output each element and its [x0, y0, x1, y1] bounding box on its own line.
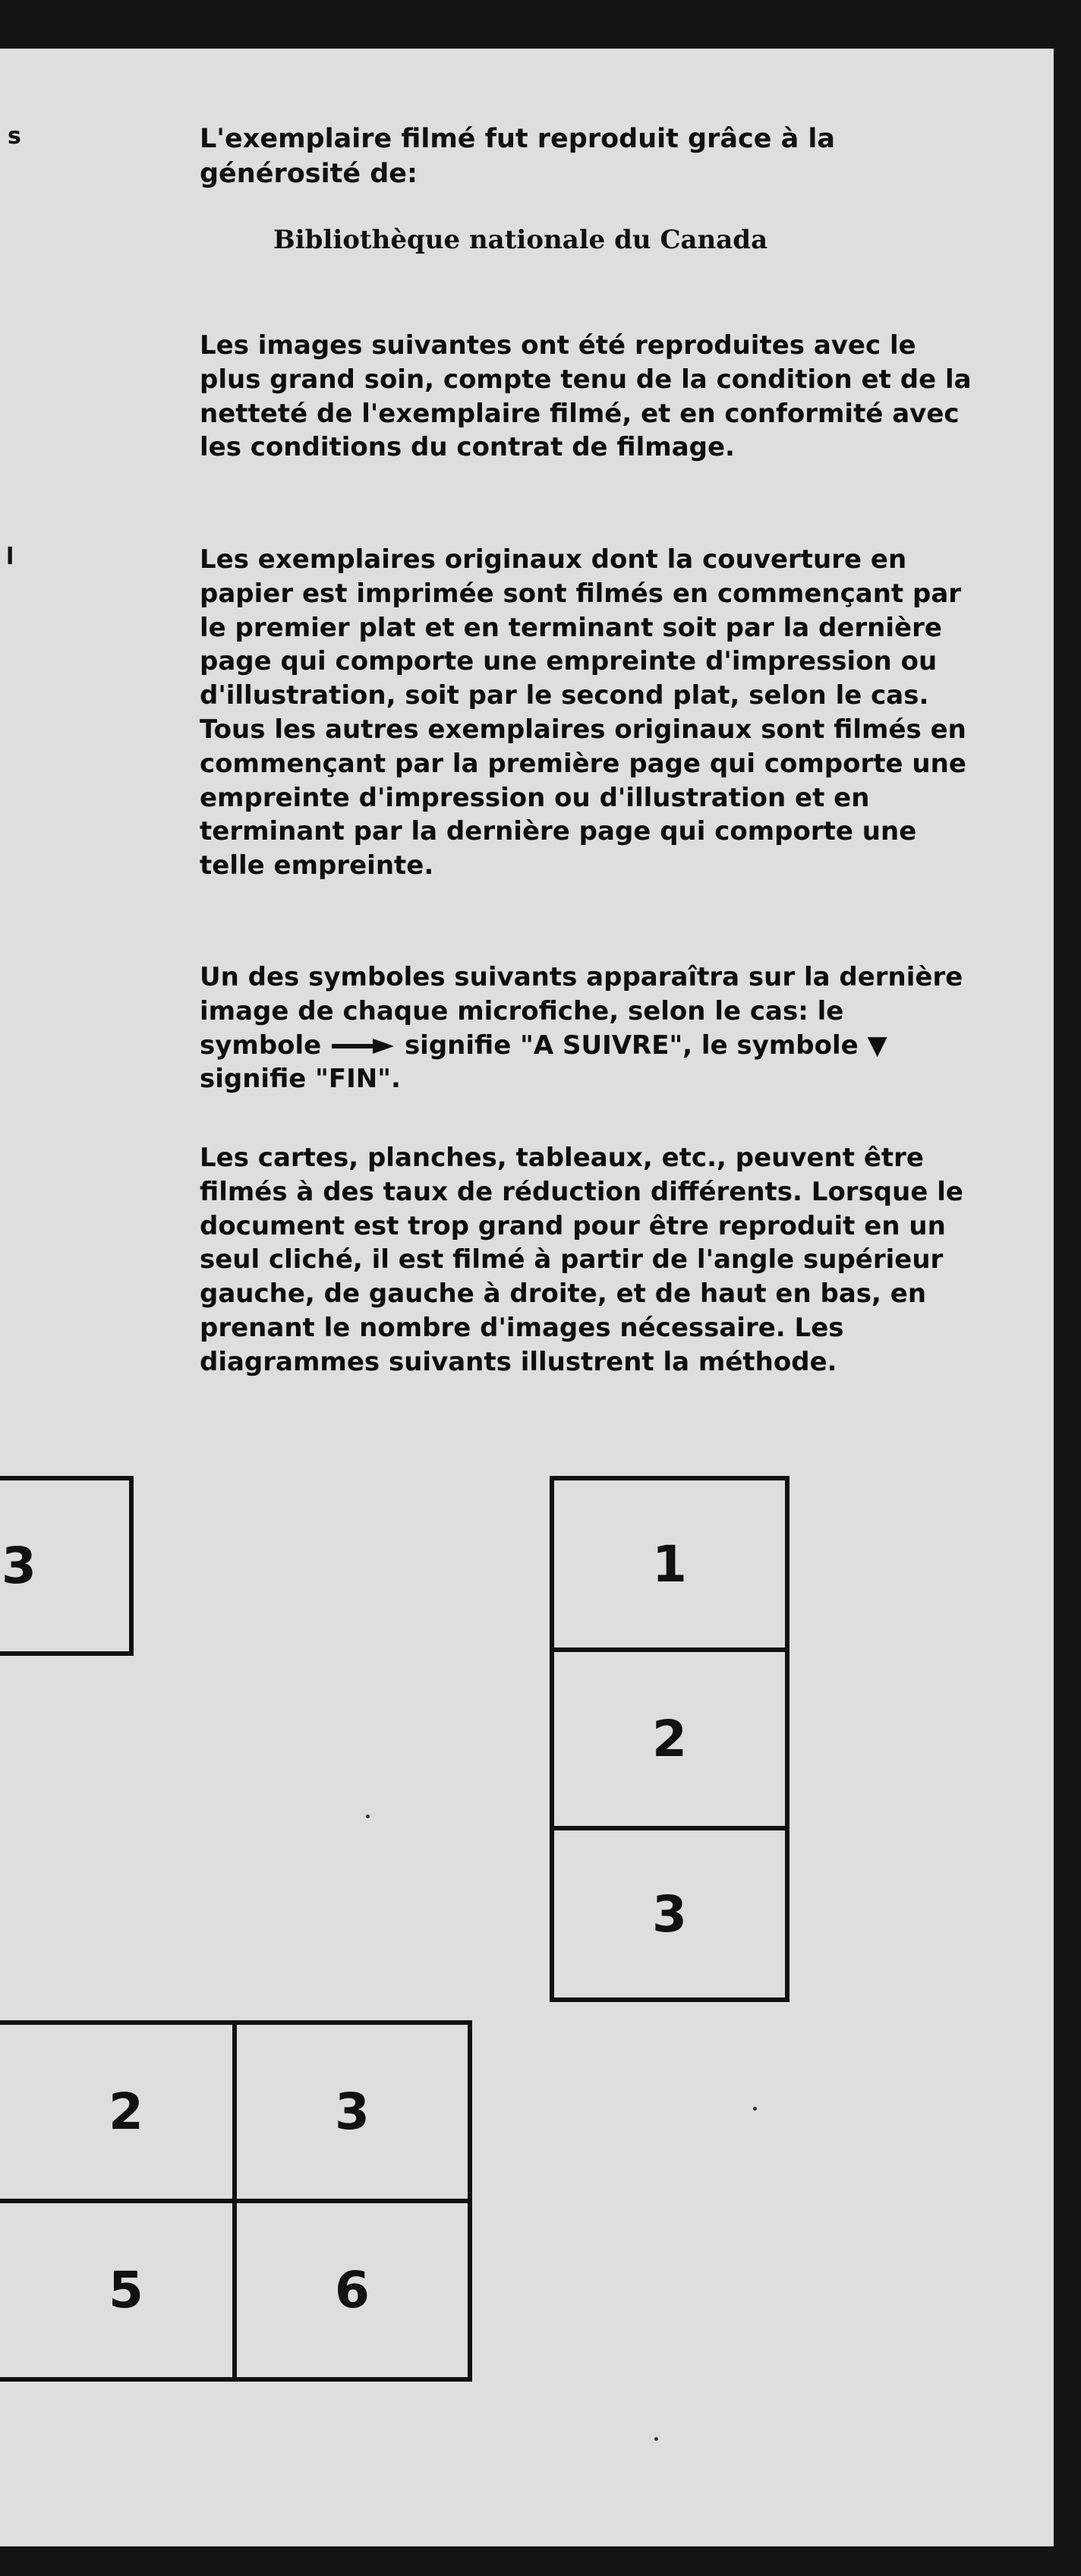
- intro-line-2: générosité de:: [200, 159, 418, 189]
- diagram-cell: 6: [335, 2261, 370, 2319]
- library-name: Bibliothèque nationale du Canada: [273, 225, 768, 255]
- paragraph-symbols: [200, 960, 974, 1096]
- edge-fragment-mid: l: [6, 544, 14, 570]
- diagram-cell: 3: [335, 2083, 370, 2141]
- arrow-right-icon: [330, 1037, 396, 1055]
- scan-speck: [753, 2107, 757, 2111]
- paragraph-reproduction: Les images suivantes ont été reproduites avec le plus grand soin, compte tenu de la condition et de la netteté de l'exemplaire filmé, et en conformité avec les conditions du contrat de filmage.: [200, 330, 972, 463]
- edge-fragment-top: s: [8, 123, 21, 150]
- intro-text: [200, 121, 835, 191]
- diagram-cell: 2: [554, 1652, 785, 1830]
- symbols-text-3: signifie "FIN".: [200, 1064, 401, 1095]
- symbols-text-1: Un des symboles suivants apparaîtra sur la dernière image de chaque microfiche, selon le cas: le symbole: [200, 962, 963, 1061]
- intro-line-1: L'exemplaire filmé fut reproduit grâce à la: [200, 124, 836, 154]
- diagram-horizontal-partial: [0, 1476, 134, 1656]
- diagram-cell: 3: [2, 1537, 36, 1595]
- diagram-cell: 1: [554, 1480, 785, 1652]
- diagram-vertical: [550, 1476, 789, 2002]
- diagram-cell: 2: [109, 2083, 143, 2141]
- diagram-cell: 3: [652, 1884, 687, 1944]
- scan-speck: [654, 2437, 658, 2441]
- scan-speck: [366, 1815, 370, 1818]
- symbols-text-2: signifie "A SUIVRE", le symbole: [404, 1029, 859, 1061]
- triangle-down-icon: ▼: [867, 1029, 887, 1061]
- diagram-cell: 5: [109, 2261, 143, 2319]
- paragraph-originals: Les exemplaires originaux dont la couverture en papier est imprimée sont filmés en commençant par le premier plat et en terminant soit par la dernière page qui comporte une empreinte d'impression ou d'illustration, soit par le second plat, selon le cas. Tous les autres exemplaires originaux sont filmés en commençant par la première page qui comporte une empreinte d'impression ou d'illustration et en terminant par la dernière page qui comporte une telle empreinte.: [200, 544, 966, 881]
- paragraph-maps: Les cartes, planches, tableaux, etc., peuvent être filmés à des taux de réduction différents. Lorsque le document est trop grand pour être reproduit en un seul cliché, il est filmé à partir de l'angle supérieur gauche, de gauche à droite, et de haut en bas, en prenant le nombre d'images nécessaire. Les diagrammes suivants illustrent la méthode.: [200, 1143, 963, 1377]
- diagram-grid: [0, 2020, 472, 2382]
- scanned-page: [0, 49, 1054, 2546]
